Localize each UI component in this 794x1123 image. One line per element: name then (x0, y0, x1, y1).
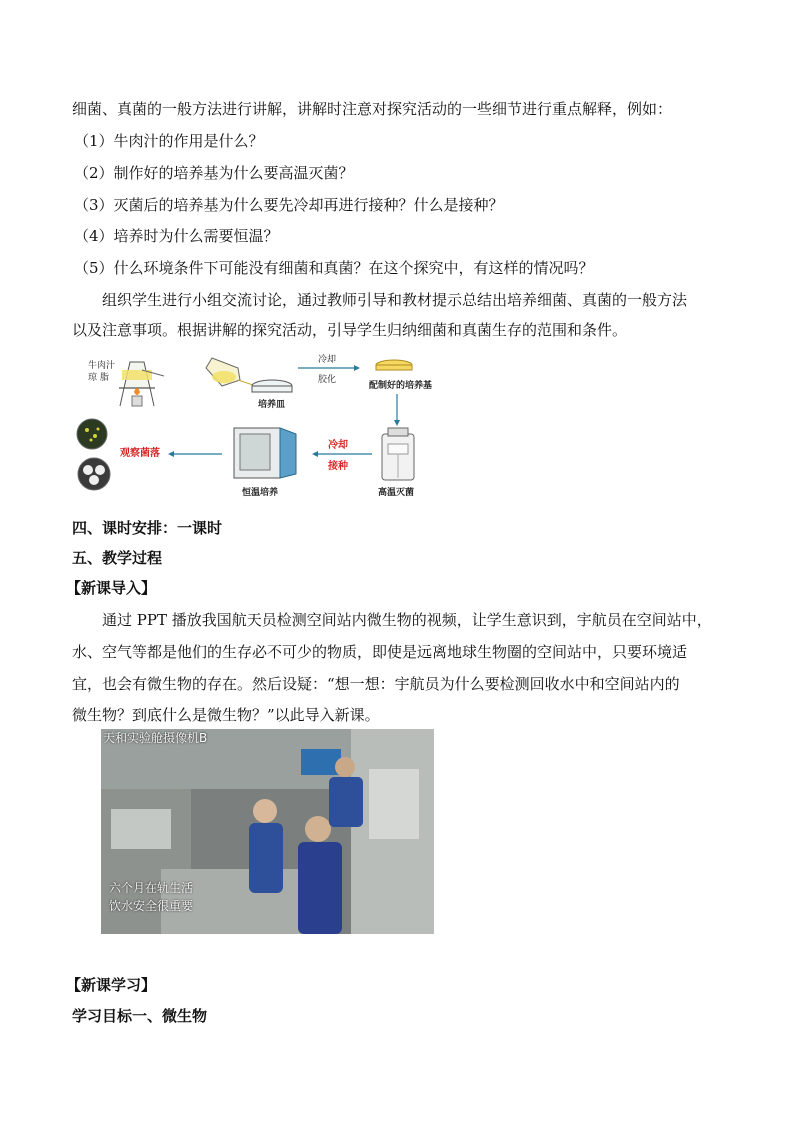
question-5: （5）什么环境条件下可能没有细菌和真菌？在这个探究中，有这样的情况吗？ (74, 259, 594, 277)
heading-new-lesson-intro: 【新课导入】 (66, 579, 157, 597)
colony-dish-bottom-illustration (78, 458, 110, 490)
paragraph-discussion-1: 组织学生进行小组交流讨论，通过教师引导和教材提示总结出培养细菌、真菌的一般方法 (102, 291, 688, 309)
arrow2-bottom-label: 接种 (328, 461, 348, 472)
arrow1-top-label: 冷却 (318, 355, 337, 365)
photo-caption-line-1: 六个月在轨生活 (109, 881, 194, 895)
section-schedule: 四、课时安排：一课时 (72, 519, 223, 537)
arrow1-bottom-label: 胶化 (318, 375, 337, 385)
space-station-photo (101, 729, 434, 934)
question-2: （2）制作好的培养基为什么要高温灭菌？ (74, 164, 354, 182)
question-3: （3）灭菌后的培养基为什么要先冷却再进行接种？什么是接种？ (74, 196, 504, 214)
colony-dish-top-illustration (77, 419, 107, 449)
pouring-flask-illustration (206, 358, 292, 392)
beef-broth-label: 牛肉汁 (88, 361, 116, 371)
section-teaching-process: 五、教学过程 (72, 549, 163, 567)
autoclave-illustration (382, 428, 414, 480)
paragraph-intro-1: 通过 PPT 播放我国航天员检测空间站内微生物的视频，让学生意识到，宇航员在空间站中， (102, 611, 712, 629)
arrow-observe-head (168, 451, 174, 457)
paragraph-intro-2: 水、空气等都是他们的生存必不可少的物质，即使是远离地球生物圈的空间站中，只要环境适 (72, 643, 688, 661)
prepared-medium-label: 配制好的培养基 (369, 381, 433, 391)
arrow-cool-inoculate-head (312, 451, 318, 457)
paragraph-intro-4: 微生物？到底什么是微生物？”以此导入新课。 (72, 706, 380, 724)
photo-caption-line-2: 饮水安全很重要 (109, 899, 194, 913)
agar-label: 琼 脂 (88, 373, 109, 383)
paragraph-intro-3: 宜，也会有微生物的存在。然后设疑：“想一想：宇航员为什么要检测回收水中和空间站内的 (72, 675, 680, 693)
learning-goal-1: 学习目标一、微生物 (72, 1007, 208, 1025)
paragraph-discussion-2: 以及注意事项。根据讲解的探究活动，引导学生归纳细菌和真菌生存的范围和条件。 (72, 321, 628, 339)
question-4: （4）培养时为什么需要恒温？ (74, 227, 279, 245)
arrow2-top-label: 冷却 (328, 440, 348, 451)
sterilize-label: 高温灭菌 (378, 488, 415, 498)
incubator-illustration (234, 428, 296, 478)
observe-label: 观察菌落 (120, 448, 160, 459)
culture-process-diagram (72, 350, 462, 502)
question-1: （1）牛肉汁的作用是什么？ (74, 132, 264, 150)
arrow-down-head (394, 420, 400, 426)
camera-caption: 天和实验舱摄像机B (103, 731, 208, 745)
incubate-label: 恒温培养 (242, 488, 279, 498)
beef-broth-heating-illustration (119, 362, 164, 406)
arrow-cool-gel-head (354, 365, 360, 371)
petri-dish-label: 培养皿 (258, 400, 286, 410)
prepared-medium-dish-illustration (376, 360, 412, 370)
heading-new-lesson-study: 【新课学习】 (66, 976, 157, 994)
paragraph-method-intro: 细菌、真菌的一般方法进行讲解，讲解时注意对探究活动的一些细节进行重点解释，例如： (72, 100, 673, 118)
